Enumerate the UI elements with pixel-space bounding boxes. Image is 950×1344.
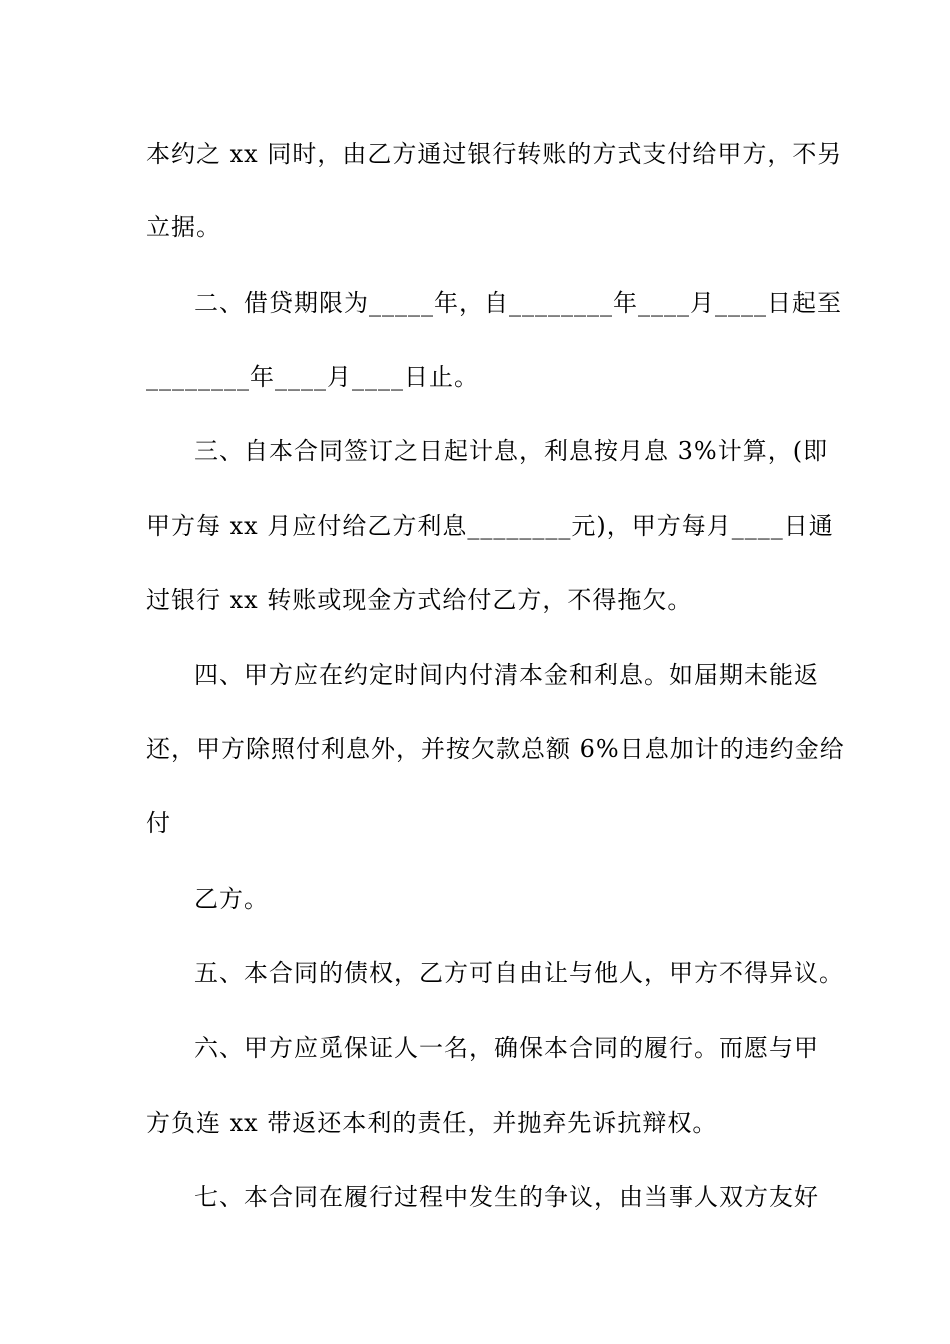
text-line: 五、本合同的债权，乙方可自由让与他人，甲方不得异议。 (194, 959, 844, 987)
text-line: 过银行 xx 转账或现金方式给付乙方，不得拖欠。 (146, 586, 693, 614)
text-line: 本约之 xx 同时，由乙方通过银行转账的方式支付给甲方，不另 (146, 140, 843, 168)
text-line: 甲方每 xx 月应付给乙方利息________元)，甲方每月____日通 (146, 512, 834, 540)
text-line: 三、自本合同签订之日起计息，利息按月息 3%计算，(即 (194, 437, 829, 465)
text-line: 七、本合同在履行过程中发生的争议，由当事人双方友好 (194, 1183, 819, 1211)
text-line: 四、甲方应在约定时间内付清本金和利息。如届期未能返 (194, 661, 819, 689)
text-line: ________年____月____日止。 (146, 363, 479, 391)
text-line: 乙方。 (194, 885, 269, 913)
text-line: 方负连 xx 带返还本利的责任，并抛弃先诉抗辩权。 (146, 1109, 718, 1137)
text-line: 六、甲方应觅保证人一名，确保本合同的履行。而愿与甲 (194, 1034, 819, 1062)
text-line: 立据。 (146, 213, 221, 241)
text-line: 付 (146, 809, 171, 837)
text-line: 还，甲方除照付利息外，并按欠款总额 6%日息加计的违约金给 (146, 735, 845, 763)
text-line: 二、借贷期限为_____年，自________年____月____日起至 (194, 289, 842, 317)
